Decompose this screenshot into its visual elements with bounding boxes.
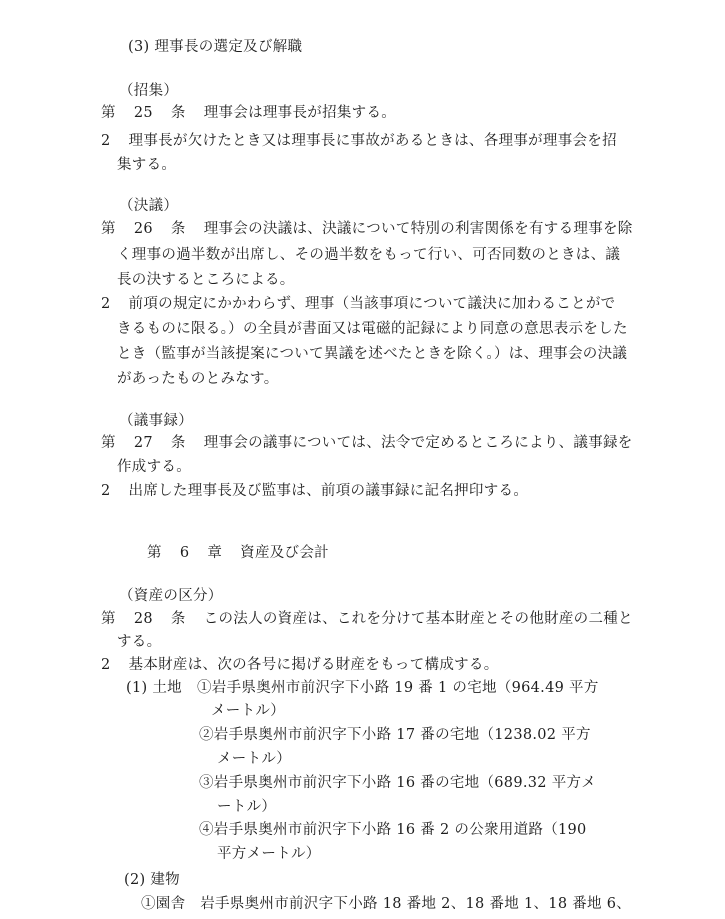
paragraph-text: 基本財産は、次の各号に掲げる財産をもって構成する。 (128, 657, 499, 673)
article-label: 第 (101, 435, 116, 451)
item-1-label: (1) 土地 (126, 680, 182, 696)
paragraph-text: 出席した理事長及び監事は、前項の議事録に記名押印する。 (128, 483, 529, 499)
land-1-line-2: メートル） (211, 703, 285, 719)
article-label: 第 (101, 611, 116, 627)
article-number: 27 (133, 435, 153, 451)
article-text: この法人の資産は、これを分けて基本財産とその他財産の二種と (203, 611, 633, 627)
article-25-heading: （招集） (119, 83, 179, 99)
article-27-para-2-line-1 (101, 480, 528, 502)
land-2-line-2: メートル） (217, 751, 291, 767)
land-2-line-1: ②岩手県奥州市前沢字下小路 17 番の宅地（1238.02 平方 (199, 727, 591, 743)
article-label: 第 (101, 221, 116, 237)
land-1-line-1: ①岩手県奥州市前沢字下小路 19 番 1 の宅地（964.49 平方 (197, 680, 599, 696)
article-text: 理事会は理事長が招集する。 (203, 105, 397, 121)
paragraph-number: 2 (101, 133, 111, 149)
article-number: 25 (133, 105, 153, 121)
chapter-label: 第 (147, 545, 162, 561)
article-28-line-2: する。 (117, 634, 162, 650)
article-25-para-2-line-1 (101, 130, 617, 152)
chapter-number: 6 (179, 545, 190, 561)
article-suffix: 条 (170, 105, 186, 121)
article-26-line-2: く理事の過半数が出席し、その過半数をもって行い、可否同数のときは、議 (117, 247, 621, 263)
article-26-heading: （決議） (119, 198, 179, 214)
article-27-heading: （議事録） (119, 413, 193, 429)
article-28-line-1 (101, 608, 633, 630)
article-text: 理事会の決議は、決議について特別の利害関係を有する理事を除 (203, 221, 633, 237)
article-26-para-2-line-2: きるものに限る。）の全員が書面又は電磁的記録により同意の意思表示をした (117, 321, 628, 337)
article-25-para-2-line-2: 集する。 (117, 157, 177, 173)
section-title: (3) 理事長の選定及び解職 (128, 39, 303, 55)
article-26-line-1 (101, 218, 633, 240)
item-2-label: (2) 建物 (124, 872, 180, 888)
chapter-suffix: 章 (207, 545, 223, 561)
article-25-line-1 (101, 102, 396, 124)
article-number: 26 (133, 221, 153, 237)
land-3-line-2: ートル） (217, 799, 277, 815)
building-1-line-1: ①園舎 岩手県奥州市前沢字下小路 18 番地 2、18 番地 1、18 番地 6、 (141, 896, 632, 912)
article-27-line-2: 作成する。 (117, 459, 191, 475)
chapter-name: 資産及び会計 (240, 545, 329, 561)
paragraph-text: 理事長が欠けたとき又は理事長に事故があるときは、各理事が理事会を招 (128, 133, 617, 149)
article-suffix: 条 (170, 221, 186, 237)
article-label: 第 (101, 105, 116, 121)
chapter-6-title (147, 542, 329, 564)
article-number: 28 (133, 611, 153, 627)
article-text: 理事会の議事については、法令で定めるところにより、議事録を (203, 435, 633, 451)
article-26-para-2-line-1 (101, 293, 615, 315)
article-suffix: 条 (170, 611, 186, 627)
article-27-line-1 (101, 432, 633, 454)
land-4-line-2: 平方メートル） (217, 846, 321, 862)
article-26-line-3: 長の決するところによる。 (117, 272, 295, 288)
paragraph-number: 2 (101, 483, 111, 499)
article-suffix: 条 (170, 435, 186, 451)
land-3-line-1: ③岩手県奥州市前沢字下小路 16 番の宅地（689.32 平方メ (199, 775, 597, 791)
paragraph-number: 2 (101, 296, 111, 312)
article-26-para-2-line-3: とき（監事が当該提案について異議を述べたときを除く。）は、理事会の決議 (117, 346, 628, 362)
article-26-para-2-line-4: があったものとみなす。 (117, 371, 279, 387)
paragraph-number: 2 (101, 657, 111, 673)
article-28-para-2-line-1 (101, 654, 499, 676)
article-28-heading: （資産の区分） (119, 588, 223, 604)
land-4-line-1: ④岩手県奥州市前沢字下小路 16 番 2 の公衆用道路（190 (199, 822, 587, 838)
paragraph-text: 前項の規定にかかわらず、理事（当該事項について議決に加わることがで (128, 296, 616, 312)
